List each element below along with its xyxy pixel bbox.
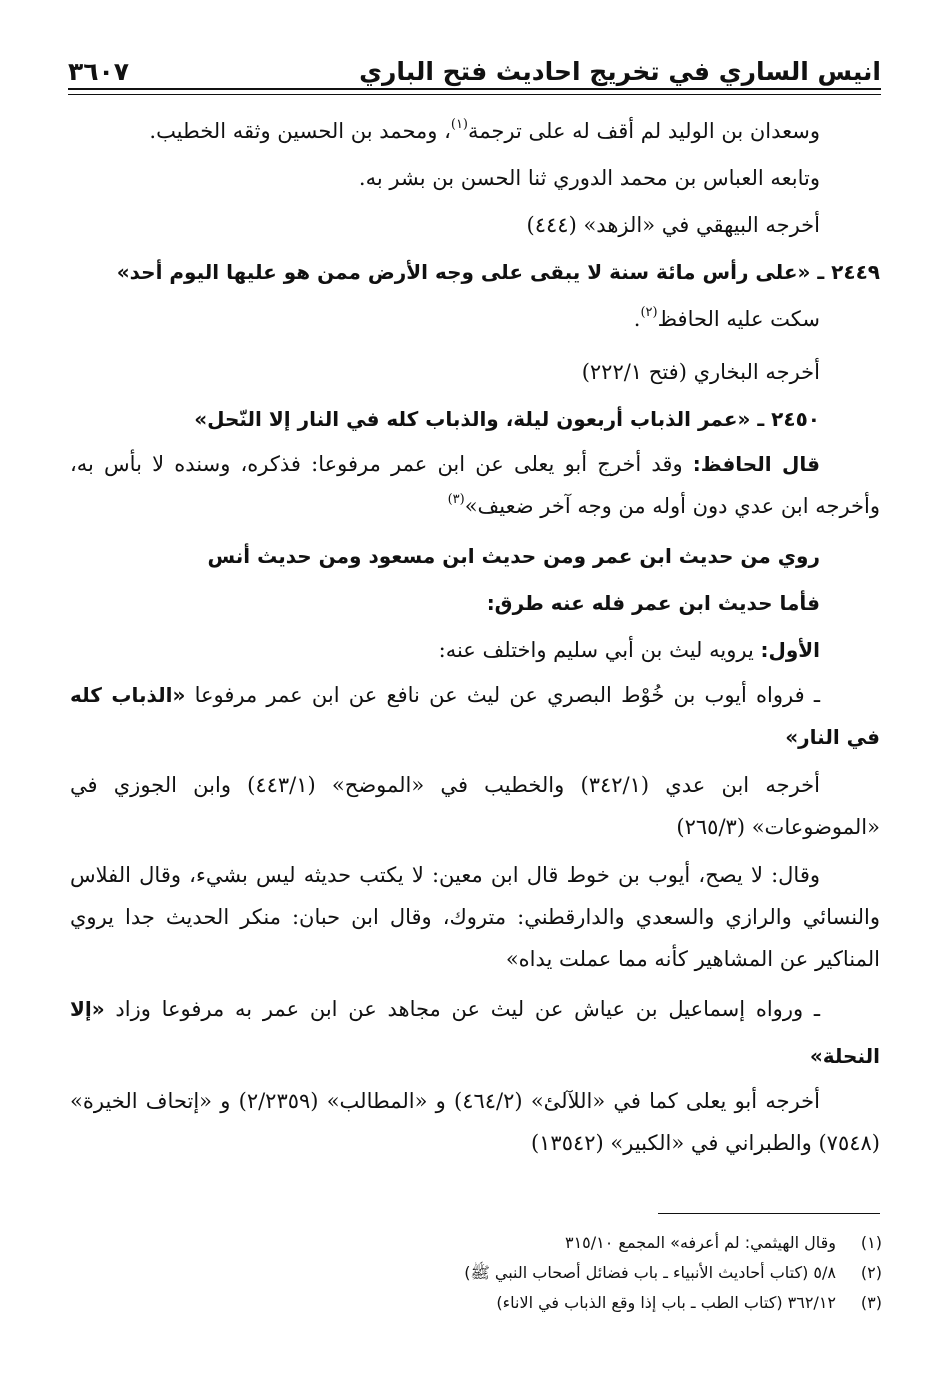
paragraph: أخرجه أبو يعلى كما في «اللآلئ» (٤٦٤/٢) و «المطالب» (٢/٢٣٥٩) و «إتحاف الخيرة» (٧٥٤٨) والطبراني في «الكبير» (١٣٥٤٢) <box>70 1089 880 1155</box>
paragraph-bold: فأما حديث ابن عمر فله عنه طرق: <box>486 591 820 615</box>
paragraph-bold: روي من حديث ابن عمر ومن حديث ابن مسعود ومن حديث أنس <box>207 544 820 568</box>
header-rule-thin <box>68 94 881 95</box>
paragraph: ـ ورواه إسماعيل بن عياش عن ليث عن مجاهد عن ابن عمر به مرفوعا وزاد «إلا النحلة» <box>70 997 880 1068</box>
footnote-ref[interactable]: (١) <box>450 117 468 132</box>
footnote-ref[interactable]: (٢) <box>640 305 658 320</box>
paragraph: قال الحافظ: وقد أخرج أبو يعلى عن ابن عمر مرفوعا: فذكره، وسنده لا بأس به، وأخرجه ابن عدي دون أوله من وجه آخر ضعيف»$^{(٣)}$ <box>70 452 880 518</box>
paragraph: وسعدان بن الوليد لم أقف له على ترجمة$^{(١)}$، ومحمد بن الحسين وثقه الخطيب. <box>149 117 820 143</box>
hadith-heading-2450: ٢٤٥٠ ـ «عمر الذباب أربعون ليلة، والذباب كله في النار إلا النّحل» <box>194 407 820 431</box>
paragraph: وتابعه العباس بن محمد الدوري ثنا الحسن بن بشر به. <box>358 166 820 190</box>
footnote-rule <box>658 1213 880 1214</box>
paragraph: سكت عليه الحافظ$^{(٢)}$. <box>633 305 820 331</box>
paragraph: أخرجه البخاري (فتح ٢٢٢/١) <box>581 360 820 384</box>
page-number: ٣٦٠٧ <box>68 57 130 86</box>
footnotes <box>70 1228 882 1318</box>
main-text <box>70 108 880 1164</box>
paragraph: أخرجه البيهقي في «الزهد» (٤٤٤) <box>526 213 820 237</box>
paragraph: أخرجه ابن عدي (٣٤٢/١) والخطيب في «الموضح» (٤٤٣/١) وابن الجوزي في «الموضوعات» (٢٦٥/٣) <box>70 773 880 839</box>
running-header <box>68 40 881 86</box>
paragraph: ـ فرواه أيوب بن خُوْط البصري عن ليث عن نافع عن ابن عمر مرفوعا «الذباب كله في النار» <box>70 683 880 749</box>
header-rule <box>68 88 881 90</box>
book-title: انيس الساري في تخريج احاديث فتح الباري <box>359 57 881 86</box>
hadith-heading-2449: ٢٤٤٩ ـ «على رأس مائة سنة لا يبقى على وجه الأرض ممن هو عليها اليوم أحد» <box>116 260 880 284</box>
footnote-number: (٣) <box>860 1293 882 1312</box>
footnote: (٢)٥/٨ (كتاب أحاديث الأنبياء ـ باب فضائل أصحاب النبي ﷺ) <box>70 1258 882 1288</box>
footnote: (٣)٣٦٢/١٢ (كتاب الطب ـ باب إذا وقع الذباب في الاناء) <box>70 1288 882 1318</box>
footnote: (١)وقال الهيثمي: لم أعرفه» المجمع ٣١٥/١٠ <box>70 1228 882 1258</box>
paragraph: وقال: لا يصح، أيوب بن خوط قال ابن معين: لا يكتب حديثه ليس بشيء، وقال الفلاس والنسائي والرازي والسعدي والدارقطني: متروك، وقال ابن حبان: منكر الحديث جدا يروي المناكير عن المشاهير كأنه مما عملت يداه» <box>70 863 880 971</box>
footnote-ref[interactable]: (٣) <box>447 492 465 507</box>
footnote-number: (١) <box>860 1233 882 1252</box>
footnote-number: (٢) <box>860 1263 882 1282</box>
paragraph: الأول: يرويه ليث بن أبي سليم واختلف عنه: <box>438 638 820 662</box>
